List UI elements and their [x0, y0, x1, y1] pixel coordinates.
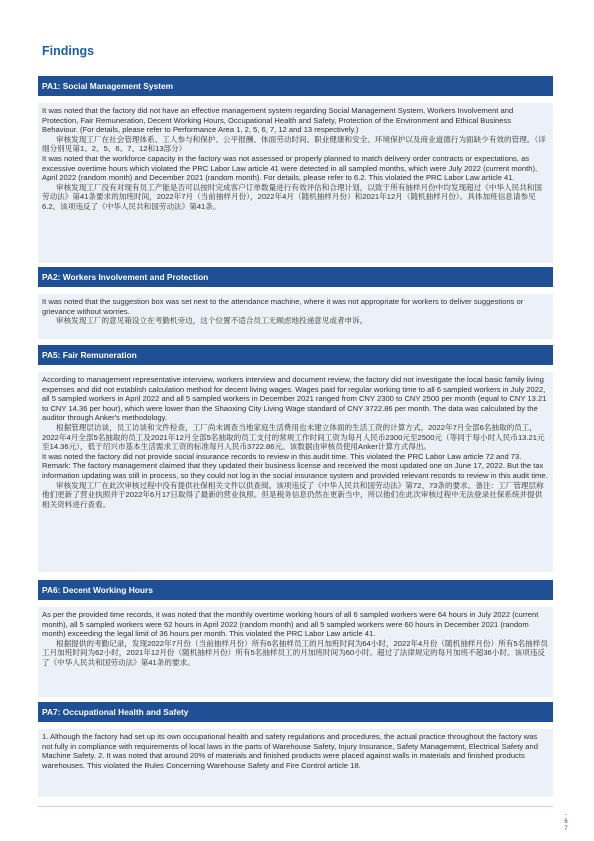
- page-number: [562, 812, 570, 833]
- pa1-finding-1-zh: 审核发现工厂在社会管理体系、工人参与和保护、公平报酬、体面劳动时间、职业健康和安全、环境保护以及商业道德行为面缺少有效的管理。（详细分别见第1、2、5、6、7、12和13部分）: [42, 134, 546, 154]
- pa7-finding-en: 1. Although the factory had set up its own occupational health and safety regulations and procedures, the actual practice throughout the factory was not fully in compliance with requirements of local laws in the parts of Warehouse Safety, Injury Insurance, Safety Management, Electrical Safety and Machine Safety. 2. It was noted that around 20% of materials and finished products were placed against walls in materials and finished products warehouses. This violated the Rules Concerning Warehouse Safety and Fire Control article 18.: [42, 732, 538, 770]
- section-header-pa7: PA7: Occupational Health and Safety: [38, 702, 553, 722]
- section-body-pa1: [38, 103, 553, 263]
- pa5-finding-1-zh: 根据管理层访谈，员工访谈和文件检查，工厂尚未调查当地家庭生活费用也未建立体面的生活工资的计算方式。2022年7月全部6名抽取的员工，2022年4月全部5名抽取的员工及2021年12月全部5名抽取的员工支付的常规工作时间工资为每月人民币2300元至2500元（等同于每小时人民币13.21元至14.36元），低于绍兴市基本生活需求工资的标准每月人民币3722.86元。该数据由审核员使用Anker计算方式得出。: [42, 422, 545, 452]
- pa1-finding-2-zh: 审核发现工厂没有对现有员工产能是否可以按时完成客户订单数量进行有效评估和合理计划，以致于所有抽样月份中均发现超过《中华人民共和国劳动法》第41条要求的加班时间，2022年7月（当前抽样月份），2022年4月（随机抽样月份）和2021年12月（随机抽样月份）。具体加班信息请参见6.2。该项违反了《中华人民共和国劳动法》第41条。: [42, 182, 542, 211]
- section-header-pa6: PA6: Decent Working Hours: [38, 580, 553, 600]
- section-header-pa2: PA2: Workers Involvement and Protection: [38, 267, 553, 287]
- pa6-finding-en: As per the provided time records, it was noted that the monthly overtime working hours of all 6 sampled workers were 64 hours in July 2022 (current month), all 5 sampled workers were 62 hours in April 2022 (random month) and all 5 sampled workers were 60 hours in December 2021 (random month) exceeding the legal limit of 36 hours per month. This violated the PRC Labor Law article 41.: [42, 610, 539, 639]
- pa2-finding-zh: 审核发现工厂的意见箱设立在考勤机旁边，这个位置不适合员工无顾虑地投递意见或者申诉。: [56, 316, 368, 326]
- section-header-pa5: PA5: Fair Remuneration: [38, 345, 553, 365]
- section-body-pa6: [38, 607, 553, 697]
- section-body-pa7: [38, 729, 553, 797]
- pa5-finding-2-zh: 审核发现工厂在此次审核过程中没有提供社保相关文件以供查阅。该项违反了《中华人民共和国劳动法》第72、73条的要求。备注：工厂管理层称他们更新了营业执照并于2022年6月17日取得了最新的营业执照。但是税务信息仍然在更新当中，所以他们在此次审核过程中无法登录社保系统并提供相关资料进行查看。: [42, 480, 544, 509]
- pa6-finding-zh: 根据提供的考勤记录，发现2022年7月份（当前抽样月份）所有6名抽样员工的月加班时间为64小时，2022年4月份（随机抽样月份）所有5名抽样员工月加班时间为62小时，2021年12月份（随机抽样月份）所有5名抽样员工的月加班时间为60小时。超过了法律规定的每月加班不超36小时。该项违反了《中华人民共和国劳动法》第41条的要求。: [42, 638, 548, 667]
- page-title: Findings: [42, 44, 95, 58]
- pa5-finding-1-en: According to management representative interview, workers interview and document review, the factory did not investigate the local basic family living expenses and did not establish calculation method for decent living wages. Wages paid for regular working time to all 6 sampled workers in July 2022, all 5 sampled workers in April 2022 and all 5 sampled workers in December 2021 ranged from CNY 2300 to CNY 2500 per month (equal to CNY 13.21 to CNY 14.36 per hour), which were lower than the Shaoxing City Living Wage standard of CNY 3722.86 per month. The data was calculated by the auditor through Anker's methodology.: [42, 375, 547, 423]
- pa1-finding-1-en: It was noted that the factory did not have an effective management system regarding Social Management System, Workers Involvement and Protection, Fair Remuneration, Decent Working Hours, Occupational Health and Safety, Protection of the Environment and Ethical Business Behaviour. (For details, please refer to Performance Area 1, 2, 5, 6, 7, 12 and 13 respectively.): [42, 106, 514, 135]
- section-body-pa5: [38, 372, 553, 572]
- pa5-finding-2-en: It was noted the factory did not provide social insurance records to review in this audit time. This violated the PRC Labor Law article 72 and 73. Remark: The factory management claimed that they updated their business license and received the most updated one on June 17, 2022. But the tax information updating was still in process, so they could not log in the social insurance system and provided relevant records to review in this audit time.: [42, 451, 548, 480]
- section-body-pa2: [38, 294, 553, 339]
- pa2-finding-en: It was noted that the suggestion box was set next to the attendance machine, where it was not appropriate for workers to deliver suggestions or grievance without worries.: [42, 297, 524, 316]
- page-number-text: - 6 7: [564, 812, 568, 832]
- section-header-pa1: PA1: Social Management System: [38, 76, 553, 96]
- pa1-finding-2-en: It was noted that the workforce capacity in the factory was not assessed or properly planned to match delivery order contracts or expectations, as excessive overtime hours which violated the PRC Labor Law article 41 were detected in all sampled months, which were July 2022 (current month), April 2022 (random month) and December 2021 (random month). For details, please refer to 6.2. This violated the PRC Labor Law article 41.: [42, 153, 538, 183]
- bottom-divider: [38, 806, 553, 807]
